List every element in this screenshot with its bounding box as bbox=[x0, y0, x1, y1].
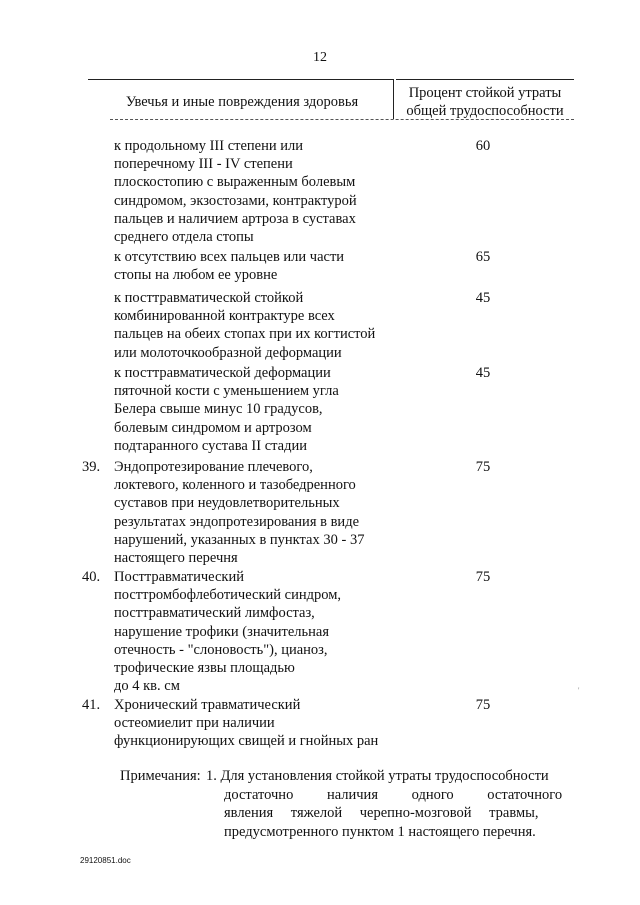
row-line: стопы на любом ее уровне bbox=[114, 267, 278, 284]
row-percent: 65 bbox=[475, 249, 491, 265]
note-line bbox=[224, 786, 570, 805]
row-line: до 4 кв. см bbox=[114, 678, 180, 695]
column-header-injuries: Увечья и иные повреждения здоровья bbox=[125, 94, 359, 110]
row-line: Хронический травматический bbox=[114, 697, 301, 713]
row-line: посттромбофлеботический синдром, bbox=[114, 587, 341, 604]
table-row-text bbox=[114, 696, 414, 751]
table-row-text bbox=[114, 289, 414, 362]
row-line: комбинированной контрактуре всех bbox=[114, 308, 335, 325]
row-percent: 45 bbox=[475, 290, 491, 306]
row-percent: 45 bbox=[475, 365, 491, 381]
header-rule-left bbox=[88, 79, 393, 80]
row-percent: 60 bbox=[475, 138, 491, 154]
row-line: отечность - "слоновость"), цианоз, bbox=[114, 641, 328, 658]
row-line: или молоточкообразной деформации bbox=[114, 344, 342, 361]
row-line: остеомиелит при наличии bbox=[114, 715, 275, 732]
row-line: пальцев на обеих стопах при их когтистой bbox=[114, 326, 376, 343]
note-line-text: явления тяжелой черепно-мозговой травмы, bbox=[224, 805, 539, 821]
row-line: поперечному III - IV степени bbox=[114, 156, 293, 173]
table-row-text bbox=[114, 568, 414, 695]
column-header-percent bbox=[396, 84, 574, 120]
row-line: функционирующих свищей и гнойных ран bbox=[114, 733, 379, 750]
notes-body bbox=[206, 767, 570, 841]
table-row-text bbox=[114, 458, 414, 567]
row-line: пальцев и наличием артроза в суставах bbox=[114, 210, 356, 227]
row-line: среднего отдела стопы bbox=[114, 229, 254, 246]
row-line: Белера свыше минус 10 градусов, bbox=[114, 401, 323, 418]
row-line: подтаранного сустава II стадии bbox=[114, 437, 307, 454]
row-line: результатах эндопротезирования в виде bbox=[114, 513, 360, 530]
row-line: посттравматический лимфостаз, bbox=[114, 605, 315, 622]
row-line: к отсутствию всех пальцев или части bbox=[114, 249, 345, 265]
header-divider bbox=[393, 79, 394, 119]
row-line: к посттравматической деформации bbox=[114, 365, 331, 381]
row-line: настоящего перечня bbox=[114, 550, 238, 567]
note-line: предусмотренного пунктом 1 настоящего перечня. bbox=[224, 823, 536, 840]
row-line: Эндопротезирование плечевого, bbox=[114, 459, 313, 475]
header-rule-right bbox=[396, 79, 574, 80]
table-row-text bbox=[114, 364, 414, 455]
row-line: Посттравматический bbox=[114, 569, 244, 585]
row-number: 40. bbox=[82, 569, 101, 585]
table-row-text bbox=[114, 137, 414, 246]
column-header-percent-line2: общей трудоспособности bbox=[406, 103, 564, 119]
note-line bbox=[224, 804, 570, 823]
row-percent: 75 bbox=[475, 459, 491, 475]
row-line: к продольному III степени или bbox=[114, 138, 303, 154]
page-number: 12 bbox=[313, 50, 327, 65]
row-percent: 75 bbox=[475, 697, 491, 713]
note-line-text: достаточно наличия одного остаточного bbox=[224, 786, 563, 803]
row-line: болевым синдромом и артрозом bbox=[114, 419, 312, 436]
row-line: нарушений, указанных в пунктах 30 - 37 bbox=[114, 531, 365, 548]
row-line: суставов при неудовлетворительных bbox=[114, 495, 340, 512]
table-row-text bbox=[114, 248, 414, 284]
row-line: пяточной кости с уменьшением угла bbox=[114, 383, 339, 400]
row-number: 39. bbox=[82, 459, 101, 475]
footer-filename: 29120851.doc bbox=[80, 856, 131, 865]
row-line: плоскостопию с выраженным болевым bbox=[114, 174, 356, 191]
row-line: синдромом, экзостозами, контрактурой bbox=[114, 192, 357, 209]
row-line: нарушение трофики (значительная bbox=[114, 623, 329, 640]
note-line: 1. Для установления стойкой утраты трудоспособности bbox=[206, 768, 549, 784]
row-percent: 75 bbox=[475, 569, 491, 585]
scan-mark: ' bbox=[578, 686, 580, 695]
column-header-percent-line1: Процент стойкой утраты bbox=[408, 85, 562, 101]
row-number: 41. bbox=[82, 697, 101, 713]
row-line: к посттравматической стойкой bbox=[114, 290, 304, 306]
row-line: локтевого, коленного и тазобедренного bbox=[114, 477, 356, 494]
notes-label: Примечания: bbox=[120, 768, 201, 784]
row-line: трофические язвы площадью bbox=[114, 660, 295, 677]
